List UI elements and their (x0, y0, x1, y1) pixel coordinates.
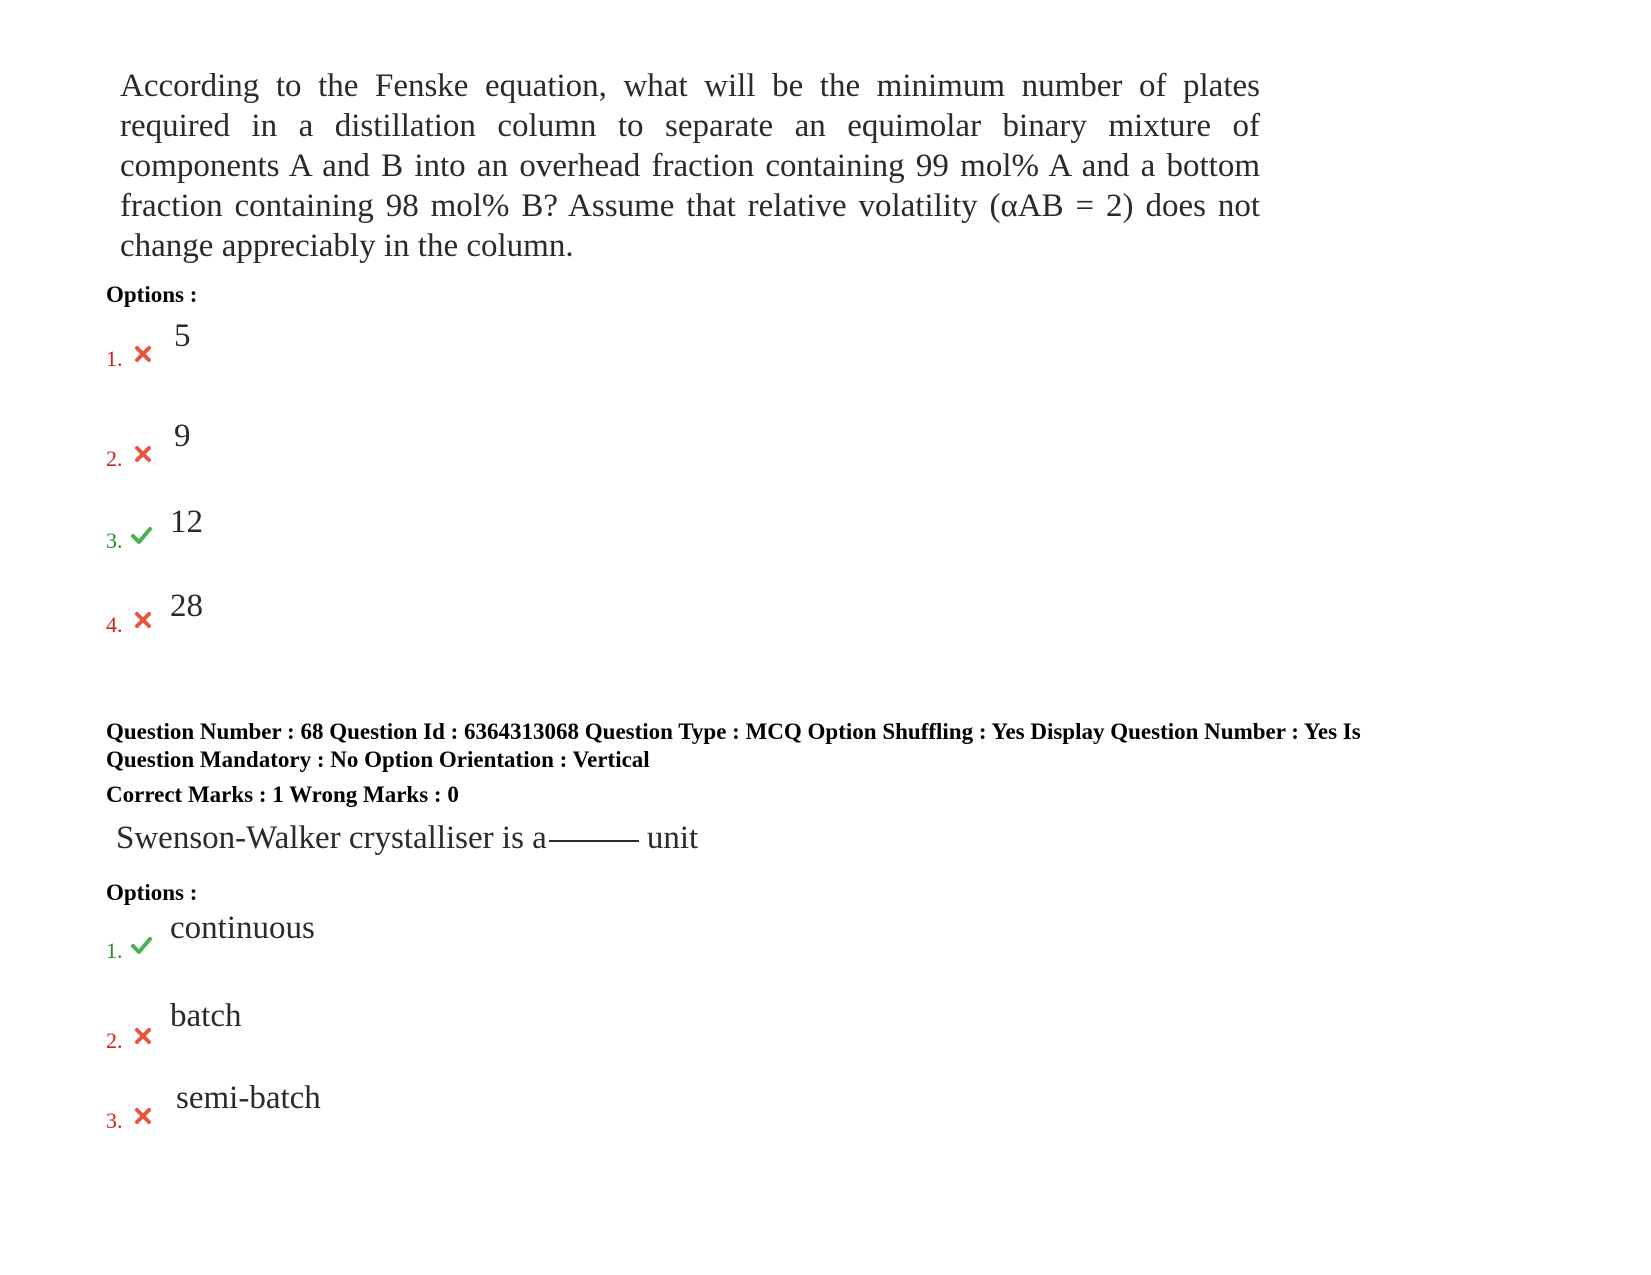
question-text: According to the Fenske equation, what will be the minimum number of plates required in a distillation column to separate an equimolar binary mixture of components A and B into an overhead fraction containing 99 mol% A and a bottom fraction containing 98 mol% B? Assume that relative volatility (αAB = 2) does not change appreciably in the column. (120, 68, 1260, 264)
marks-info: Correct Marks : 1 Wrong Marks : 0 (106, 782, 459, 807)
cross-icon (132, 1105, 154, 1127)
option-text: 9 (174, 418, 191, 454)
question-meta (106, 718, 1606, 774)
option-number: 1. (106, 346, 123, 371)
option-number: 4. (106, 612, 123, 637)
option-number: 3. (106, 528, 123, 553)
option-text: batch (170, 998, 242, 1034)
option-number: 2. (106, 1028, 123, 1053)
option-text: 28 (170, 588, 203, 624)
option-number: 1. (106, 938, 123, 963)
question-text (116, 820, 698, 857)
option-number: 3. (106, 1108, 123, 1133)
question-meta-line: Question Number : 68 Question Id : 6364313068 Question Type : MCQ Option Shuffling : Yes Display Question Number : Yes Is (106, 719, 1361, 744)
option-text: 12 (170, 504, 203, 540)
question-text-before: Swenson-Walker crystalliser is a (116, 820, 547, 856)
cross-icon (132, 609, 154, 631)
option-text: continuous (170, 910, 315, 946)
option-text: semi-batch (176, 1080, 321, 1116)
fill-blank (549, 840, 639, 842)
option-number: 2. (106, 446, 123, 471)
check-icon (130, 934, 152, 956)
option-text: 5 (174, 318, 191, 354)
options-label: Options : (106, 282, 198, 307)
options-label: Options : (106, 880, 198, 905)
question-text-after: unit (646, 820, 699, 856)
cross-icon (132, 343, 154, 365)
question-meta-line: Question Mandatory : No Option Orientation : Vertical (106, 747, 650, 772)
cross-icon (132, 443, 154, 465)
check-icon (130, 524, 152, 546)
cross-icon (132, 1025, 154, 1047)
